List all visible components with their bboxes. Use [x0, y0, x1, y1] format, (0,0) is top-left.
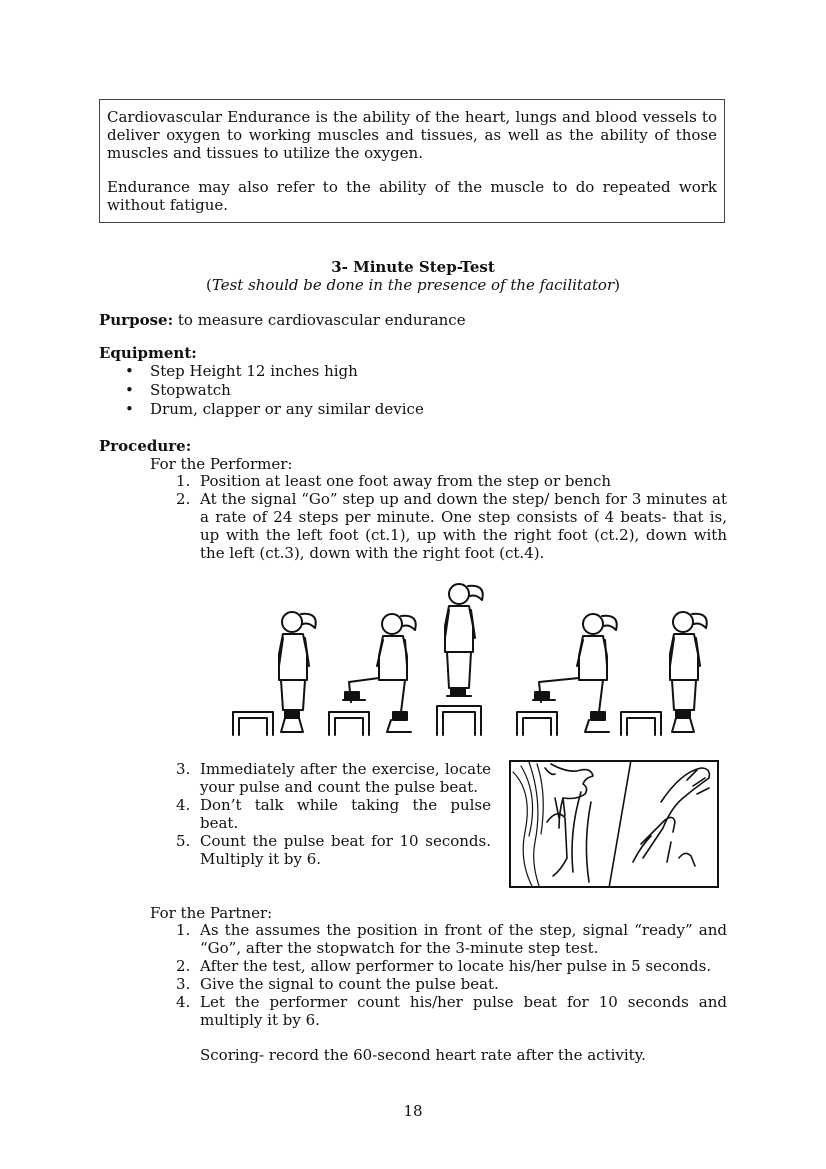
step-text: Let the performer count his/her pulse beat for 10 seconds and multiply it by 6.	[200, 993, 727, 1029]
step-text: Count the pulse beat for 10 seconds. Multiply it by 6.	[200, 832, 491, 868]
step-number: 4.	[176, 796, 191, 814]
scoring-text: Scoring- record the 60-second heart rate after the activity.	[200, 1046, 646, 1064]
figure-on-bench	[437, 584, 483, 735]
step-text: Give the signal to count the pulse beat.	[200, 975, 499, 993]
step-text: At the signal “Go” step up and down the step/ bench for 3 minutes at a rate of 24 steps per minute. One step consists of 4 beats- that is, up with the left foot (ct.1), up with the right foot (ct.2), down with the left (ct.3), down with the right foot (ct.4).	[200, 490, 727, 562]
step-number: 1.	[176, 921, 191, 939]
figure-standing-2	[621, 612, 707, 735]
step-number: 2.	[176, 957, 191, 975]
step-number: 1.	[176, 472, 191, 490]
figure-step-down	[517, 614, 617, 735]
equipment-item: • Stopwatch	[125, 381, 424, 400]
step-text: Immediately after the exercise, locate your pulse and count the pulse beat.	[200, 760, 491, 796]
step-test-illustration	[225, 580, 725, 740]
partner-heading: For the Partner:	[150, 904, 273, 922]
step-text: Don’t talk while taking the pulse beat.	[200, 796, 491, 832]
definition-box	[99, 99, 725, 223]
list-item	[176, 975, 727, 993]
step-number: 5.	[176, 832, 191, 850]
equipment-list	[125, 362, 424, 419]
step-number: 4.	[176, 993, 191, 1011]
equipment-item: • Step Height 12 inches high	[125, 362, 424, 381]
list-item	[176, 957, 727, 975]
test-title: 3- Minute Step-Test	[331, 258, 495, 276]
step-number: 3.	[176, 975, 191, 993]
pulse-check-illustration	[509, 760, 719, 888]
list-item	[176, 921, 727, 957]
definition-paragraph-2: Endurance may also refer to the ability of the muscle to do repeated work without fatigue.	[107, 178, 717, 214]
performer-heading: For the Performer:	[150, 455, 293, 473]
purpose-text: to measure cardiovascular endurance	[173, 311, 466, 329]
partner-steps	[176, 921, 727, 1029]
list-item	[176, 832, 491, 868]
list-item	[176, 796, 491, 832]
step-text: Position at least one foot away from the step or bench	[200, 472, 612, 490]
procedure-label: Procedure:	[99, 437, 192, 455]
subtitle-italic-text: Test should be done in the presence of the facilitator	[211, 276, 615, 294]
list-item	[176, 760, 491, 796]
subtitle-open-paren: (	[206, 276, 212, 294]
list-item	[176, 993, 727, 1029]
equipment-label: Equipment:	[99, 344, 197, 362]
test-subtitle	[0, 276, 826, 294]
step-number: 2.	[176, 490, 191, 508]
list-item	[176, 490, 727, 562]
definition-paragraph-1: Cardiovascular Endurance is the ability of the heart, lungs and blood vessels to deliver oxygen to working muscles and tissues, as well as the ability of those muscles and tissues to utilize the oxygen.	[107, 108, 717, 162]
figure-step-up-1	[329, 614, 416, 735]
performer-steps-1-2	[176, 472, 727, 562]
step-text: As the assumes the position in front of the step, signal “ready” and “Go”, after the stopwatch for the 3-minute step test.	[200, 921, 727, 957]
step-text: After the test, allow performer to locate his/her pulse in 5 seconds.	[200, 957, 712, 975]
page-number: 18	[403, 1102, 423, 1120]
performer-steps-3-5	[176, 760, 491, 868]
subtitle-close-paren: )	[614, 276, 620, 294]
purpose-label: Purpose:	[99, 311, 174, 329]
purpose-line	[99, 311, 466, 329]
figure-standing-1	[233, 612, 316, 735]
list-item	[176, 472, 727, 490]
equipment-item: • Drum, clapper or any similar device	[125, 400, 424, 419]
step-number: 3.	[176, 760, 191, 778]
